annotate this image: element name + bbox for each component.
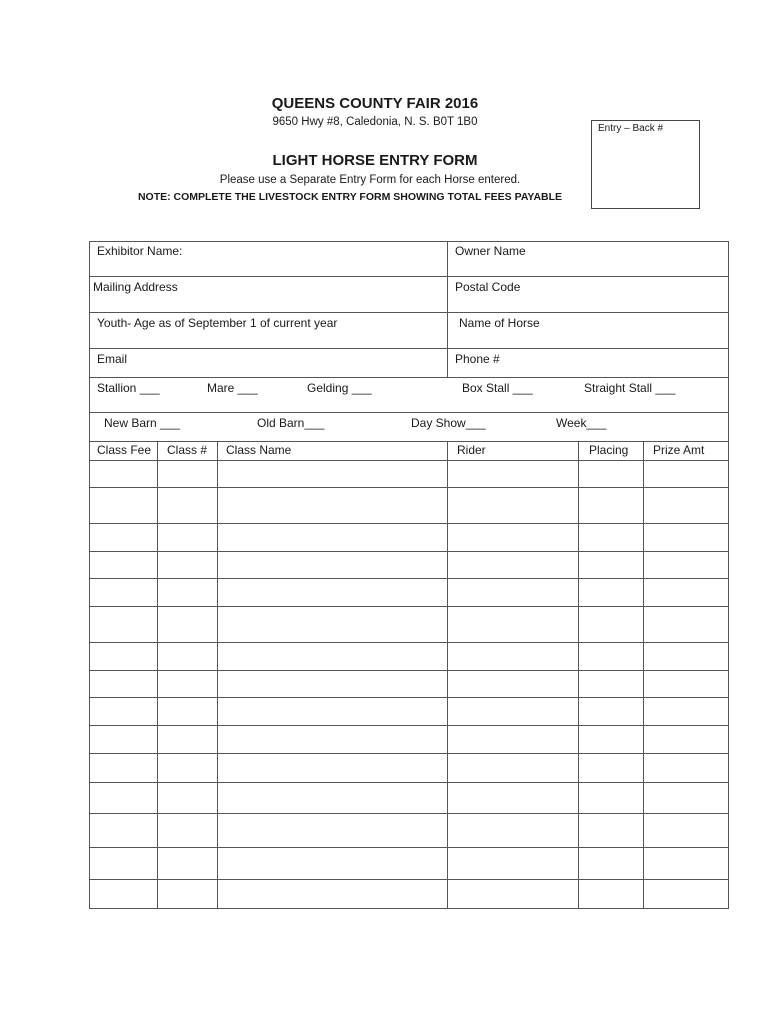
table-cell[interactable] — [157, 725, 217, 753]
table-cell[interactable] — [217, 670, 447, 697]
email-field[interactable]: Email — [97, 352, 128, 366]
table-cell[interactable] — [578, 782, 643, 813]
table-cell[interactable] — [217, 725, 447, 753]
table-cell[interactable] — [643, 670, 728, 697]
box-stall-option[interactable]: Box Stall ___ — [462, 381, 533, 395]
table-cell[interactable] — [157, 753, 217, 782]
table-cell[interactable] — [217, 879, 447, 908]
table-cell[interactable] — [447, 551, 578, 578]
table-column-line — [728, 441, 729, 908]
info-border-top — [89, 241, 729, 242]
table-cell[interactable] — [217, 487, 447, 523]
info-row-divider — [89, 348, 729, 349]
table-cell[interactable] — [217, 847, 447, 879]
old-barn-option[interactable]: Old Barn___ — [257, 416, 325, 430]
table-cell[interactable] — [447, 813, 578, 847]
table-cell[interactable] — [447, 487, 578, 523]
table-cell[interactable] — [447, 642, 578, 670]
table-cell[interactable] — [447, 753, 578, 782]
table-cell[interactable] — [89, 487, 157, 523]
table-cell[interactable] — [643, 578, 728, 606]
table-cell[interactable] — [447, 460, 578, 487]
table-cell[interactable] — [89, 753, 157, 782]
owner-name-field[interactable]: Owner Name — [455, 244, 526, 258]
table-cell[interactable] — [157, 697, 217, 725]
table-cell[interactable] — [643, 847, 728, 879]
table-cell[interactable] — [643, 460, 728, 487]
table-cell[interactable] — [578, 523, 643, 551]
table-cell[interactable] — [643, 551, 728, 578]
info-row-divider — [89, 377, 729, 378]
gelding-option[interactable]: Gelding ___ — [307, 381, 372, 395]
table-cell[interactable] — [578, 813, 643, 847]
week-option[interactable]: Week___ — [556, 416, 607, 430]
table-cell[interactable] — [578, 753, 643, 782]
table-cell[interactable] — [89, 847, 157, 879]
table-cell[interactable] — [217, 523, 447, 551]
fair-address: 9650 Hwy #8, Caledonia, N. S. B0T 1B0 — [272, 116, 478, 128]
table-cell[interactable] — [157, 487, 217, 523]
table-cell[interactable] — [89, 670, 157, 697]
column-header-class-number: Class # — [167, 443, 208, 457]
table-cell[interactable] — [578, 670, 643, 697]
table-cell[interactable] — [643, 813, 728, 847]
table-cell[interactable] — [89, 725, 157, 753]
column-header-rider: Rider — [457, 443, 486, 457]
exhibitor-info-section — [89, 241, 729, 471]
table-cell[interactable] — [157, 606, 217, 642]
table-cell[interactable] — [89, 782, 157, 813]
table-cell[interactable] — [643, 642, 728, 670]
info-row-divider — [89, 276, 729, 277]
table-row-line — [89, 908, 729, 909]
table-cell[interactable] — [643, 606, 728, 642]
table-cell[interactable] — [578, 487, 643, 523]
table-cell[interactable] — [578, 697, 643, 725]
table-cell[interactable] — [157, 847, 217, 879]
table-cell[interactable] — [89, 460, 157, 487]
column-header-class-fee: Class Fee — [97, 443, 152, 457]
info-row-divider — [89, 312, 729, 313]
table-cell[interactable] — [643, 523, 728, 551]
table-cell[interactable] — [643, 487, 728, 523]
table-cell[interactable] — [157, 879, 217, 908]
exhibitor-name-field[interactable]: Exhibitor Name: — [97, 244, 183, 258]
table-cell[interactable] — [643, 697, 728, 725]
table-cell[interactable] — [217, 460, 447, 487]
class-entry-table — [89, 441, 729, 909]
straight-stall-option[interactable]: Straight Stall ___ — [584, 381, 676, 395]
column-header-placing: Placing — [589, 443, 629, 457]
postal-code-field[interactable]: Postal Code — [455, 280, 521, 294]
table-cell[interactable] — [217, 606, 447, 642]
table-cell[interactable] — [447, 879, 578, 908]
column-header-prize-amount: Prize Amt — [653, 443, 705, 457]
table-cell[interactable] — [157, 782, 217, 813]
form-title: LIGHT HORSE ENTRY FORM — [272, 152, 478, 169]
table-cell[interactable] — [643, 879, 728, 908]
mare-option[interactable]: Mare ___ — [207, 381, 258, 395]
table-cell[interactable] — [157, 813, 217, 847]
table-cell[interactable] — [89, 606, 157, 642]
table-cell[interactable] — [643, 782, 728, 813]
table-cell[interactable] — [89, 879, 157, 908]
mailing-address-field[interactable]: Mailing Address — [93, 280, 178, 294]
table-cell[interactable] — [157, 460, 217, 487]
info-border-left — [89, 241, 90, 441]
table-cell[interactable] — [217, 697, 447, 725]
table-cell[interactable] — [447, 725, 578, 753]
table-cell[interactable] — [217, 578, 447, 606]
table-cell[interactable] — [578, 578, 643, 606]
table-cell[interactable] — [578, 847, 643, 879]
entry-back-number-label: Entry – Back # — [598, 123, 664, 134]
new-barn-option[interactable]: New Barn ___ — [104, 416, 181, 430]
table-cell[interactable] — [89, 813, 157, 847]
table-cell[interactable] — [157, 523, 217, 551]
table-cell[interactable] — [89, 697, 157, 725]
table-cell[interactable] — [89, 578, 157, 606]
table-cell[interactable] — [578, 606, 643, 642]
table-cell[interactable] — [447, 606, 578, 642]
table-cell[interactable] — [643, 753, 728, 782]
stallion-option[interactable]: Stallion ___ — [97, 381, 160, 395]
table-cell[interactable] — [217, 551, 447, 578]
info-row-divider — [89, 412, 729, 413]
table-cell[interactable] — [578, 879, 643, 908]
table-cell[interactable] — [89, 523, 157, 551]
table-cell[interactable] — [447, 697, 578, 725]
table-cell[interactable] — [578, 551, 643, 578]
table-cell[interactable] — [157, 578, 217, 606]
table-cell[interactable] — [643, 725, 728, 753]
fair-title: QUEENS COUNTY FAIR 2016 — [271, 95, 479, 112]
column-header-class-name: Class Name — [226, 443, 292, 457]
table-cell[interactable] — [578, 642, 643, 670]
horse-name-field[interactable]: Name of Horse — [459, 316, 540, 330]
table-cell[interactable] — [89, 642, 157, 670]
table-cell[interactable] — [89, 551, 157, 578]
table-cell[interactable] — [217, 782, 447, 813]
table-row-line — [89, 441, 729, 442]
phone-field[interactable]: Phone # — [455, 352, 500, 366]
table-cell[interactable] — [578, 725, 643, 753]
youth-age-field[interactable]: Youth- Age as of September 1 of current year — [97, 316, 338, 330]
table-cell[interactable] — [447, 847, 578, 879]
form-note: NOTE: COMPLETE THE LIVESTOCK ENTRY FORM SHOWING TOTAL FEES PAYABLE — [137, 191, 563, 203]
table-cell[interactable] — [447, 578, 578, 606]
form-instruction: Please use a Separate Entry Form for each Horse entered. — [219, 174, 521, 186]
table-cell[interactable] — [578, 460, 643, 487]
table-cell[interactable] — [447, 670, 578, 697]
table-cell[interactable] — [447, 782, 578, 813]
table-cell[interactable] — [157, 670, 217, 697]
info-column-divider — [447, 241, 448, 377]
table-cell[interactable] — [217, 753, 447, 782]
day-show-option[interactable]: Day Show___ — [411, 416, 486, 430]
table-cell[interactable] — [157, 642, 217, 670]
info-border-right — [728, 241, 729, 441]
table-cell[interactable] — [217, 642, 447, 670]
table-cell[interactable] — [447, 523, 578, 551]
table-cell[interactable] — [157, 551, 217, 578]
table-cell[interactable] — [217, 813, 447, 847]
